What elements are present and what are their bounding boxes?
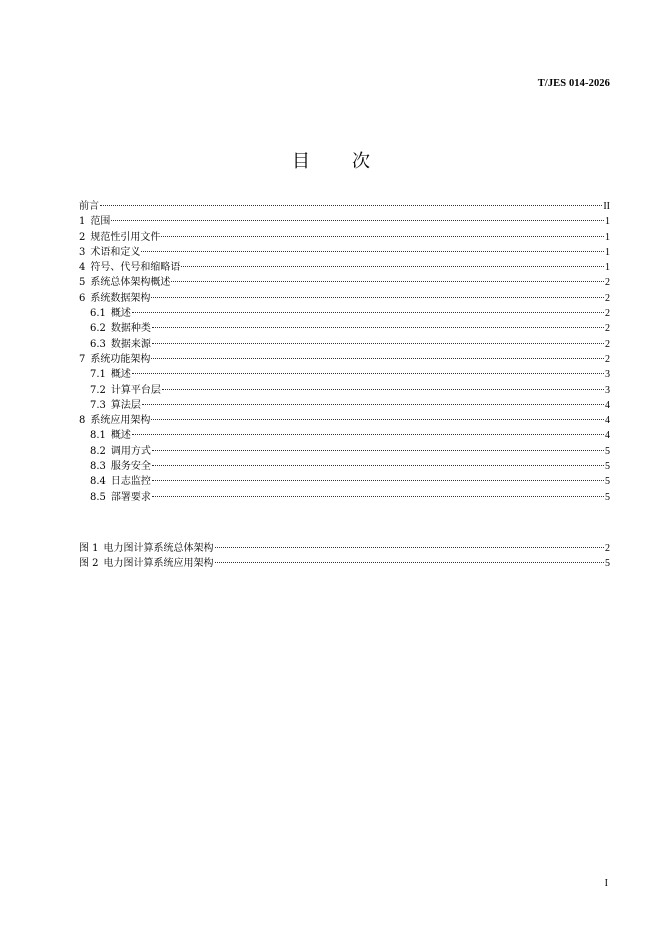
toc-entry-page: 5	[605, 445, 610, 457]
toc-entry-number: 5	[79, 277, 86, 289]
toc-entry-label	[79, 541, 214, 556]
document-code: T/JES 014-2026	[537, 78, 610, 89]
dot-leader	[152, 480, 604, 481]
toc-entry-page: 4	[605, 415, 610, 427]
toc-entry-number: 7.3	[90, 399, 106, 411]
toc-entry[interactable]	[79, 306, 610, 321]
toc-entry-label	[90, 474, 151, 489]
toc-entry-text: 系统总体架构概述	[90, 277, 171, 289]
toc-entry-number: 3	[79, 246, 86, 258]
toc-entry-page: 5	[605, 491, 610, 503]
toc-entry-page: 2	[605, 308, 610, 320]
toc-entry-number: 6.2	[90, 323, 106, 335]
toc-entry-text: 日志监控	[110, 476, 151, 488]
toc-entry-text: 算法层	[110, 399, 141, 411]
toc-entry-label	[79, 556, 214, 571]
toc-figure-list	[79, 541, 610, 572]
toc-entry[interactable]	[79, 428, 610, 443]
toc-entry-text: 符号、代号和缩略语	[90, 262, 181, 274]
toc-entry-number: 6.1	[90, 308, 106, 320]
toc-entry-text: 电力图计算系统应用架构	[103, 558, 214, 570]
dot-leader	[152, 496, 604, 497]
dot-leader	[162, 389, 604, 390]
toc-entry[interactable]	[79, 352, 610, 367]
toc-entry-page: 5	[605, 461, 610, 473]
toc-entry-number: 2	[79, 231, 86, 243]
toc-entry-number: 8.2	[90, 445, 106, 457]
dot-leader	[100, 205, 602, 206]
toc-entry-label	[90, 428, 131, 443]
toc-entry-text: 服务安全	[110, 461, 151, 473]
toc-entry-page: 4	[605, 399, 610, 411]
toc-entry-page: 2	[605, 543, 610, 554]
toc-entry-label	[79, 214, 110, 229]
toc-entry-label	[90, 337, 151, 352]
dot-leader	[152, 327, 604, 328]
toc-entry-text: 系统应用架构	[90, 415, 151, 427]
toc-entry-page: 1	[605, 262, 610, 274]
toc-entry[interactable]	[79, 444, 610, 459]
toc-entry-label	[90, 383, 161, 398]
toc-entry[interactable]	[79, 230, 610, 245]
toc-entry-page: II	[603, 201, 610, 212]
dot-leader	[141, 251, 604, 252]
toc-entry-label	[90, 444, 151, 459]
toc-entry[interactable]	[79, 321, 610, 336]
toc-entry-label	[79, 245, 140, 260]
dot-leader	[142, 404, 604, 405]
toc-entry[interactable]	[79, 367, 610, 382]
toc-entry-label	[79, 413, 150, 428]
toc-entry-label	[79, 199, 99, 214]
toc-entry-text: 数据种类	[110, 323, 151, 335]
toc-entry-page: 4	[605, 430, 610, 442]
toc-entry-label	[90, 321, 151, 336]
toc-entry-number: 8.3	[90, 461, 106, 473]
toc-entry-page: 2	[605, 353, 610, 365]
toc-entry-label	[79, 230, 160, 245]
toc-entry[interactable]	[79, 383, 610, 398]
dot-leader	[111, 220, 604, 221]
toc-entry-label	[90, 459, 151, 474]
page-number: I	[604, 878, 608, 889]
toc-entry-page: 2	[605, 277, 610, 289]
toc-entry-number: 7	[79, 353, 86, 365]
toc-entry[interactable]	[79, 413, 610, 428]
toc-entry-text: 计算平台层	[110, 384, 161, 396]
toc-entry-number: 图 1	[79, 543, 99, 554]
toc-entry-text: 概述	[110, 369, 131, 381]
toc-entry-page: 2	[605, 292, 610, 304]
toc-entry[interactable]	[79, 275, 610, 290]
toc-entry-page: 5	[605, 558, 610, 570]
toc-entry[interactable]	[79, 337, 610, 352]
toc-entry-text: 概述	[110, 430, 131, 442]
dot-leader	[215, 547, 604, 548]
toc-entry[interactable]	[79, 291, 610, 306]
toc-entry-number: 8.4	[90, 476, 106, 488]
toc-section-list	[79, 199, 610, 505]
toc-entry-text: 概述	[110, 308, 131, 320]
toc-entry[interactable]	[79, 214, 610, 229]
dot-leader	[152, 450, 604, 451]
toc-entry-label	[79, 260, 180, 275]
toc-entry[interactable]	[79, 490, 610, 505]
toc-entry[interactable]	[79, 199, 610, 214]
toc-entry-number: 7.1	[90, 369, 106, 381]
toc-entry-text: 范围	[90, 216, 111, 228]
toc-entry-page: 1	[605, 231, 610, 243]
toc-entry-number: 7.2	[90, 384, 106, 396]
toc-entry[interactable]	[79, 474, 610, 489]
toc-entry-label	[90, 398, 141, 413]
toc-entry-text: 规范性引用文件	[90, 231, 161, 243]
toc-entry-label	[79, 291, 150, 306]
dot-leader	[215, 562, 604, 563]
toc-title-part1: 目	[292, 151, 310, 172]
toc-entry-number: 4	[79, 262, 86, 274]
dot-leader	[152, 343, 604, 344]
toc-entry[interactable]	[79, 459, 610, 474]
toc-entry[interactable]	[79, 556, 610, 571]
dot-leader	[171, 281, 604, 282]
toc-entry[interactable]	[79, 541, 610, 556]
toc-entry-page: 3	[605, 384, 610, 396]
toc-entry-page: 2	[605, 338, 610, 350]
dot-leader	[152, 465, 604, 466]
dot-leader	[161, 236, 604, 237]
dot-leader	[132, 373, 604, 374]
toc-entry-label	[79, 275, 170, 290]
toc-entry-text: 调用方式	[110, 445, 151, 457]
toc-entry-number: 8	[79, 415, 86, 427]
toc-title	[0, 147, 662, 173]
toc-entry-page: 3	[605, 369, 610, 381]
toc-entry-label	[90, 306, 131, 321]
toc-entry-page: 1	[605, 216, 610, 228]
dot-leader	[151, 358, 604, 359]
toc-entry-label	[90, 367, 131, 382]
toc-entry-number: 6	[79, 292, 86, 304]
toc-entry-number: 8.5	[90, 491, 106, 503]
toc-entry-text: 数据来源	[110, 338, 151, 350]
toc-entry-page: 2	[605, 323, 610, 335]
dot-leader	[181, 266, 604, 267]
toc-title-part2: 次	[352, 151, 370, 172]
dot-leader	[151, 419, 604, 420]
toc-entry[interactable]	[79, 245, 610, 260]
toc-entry-number: 8.1	[90, 430, 106, 442]
toc-entry-text: 电力图计算系统总体架构	[103, 543, 214, 554]
toc-entry-number: 6.3	[90, 338, 106, 350]
toc-entry-label	[90, 490, 151, 505]
toc-entry-page: 5	[605, 476, 610, 488]
toc-entry-text: 系统数据架构	[90, 292, 151, 304]
toc-entry-page: 1	[605, 246, 610, 258]
toc-entry[interactable]	[79, 398, 610, 413]
dot-leader	[132, 434, 604, 435]
toc-entry-number: 图 2	[79, 558, 99, 570]
toc-entry-text: 部署要求	[110, 491, 151, 503]
toc-entry-label	[79, 352, 150, 367]
toc-entry[interactable]	[79, 260, 610, 275]
toc-entry-text: 前言	[79, 201, 99, 212]
toc-entry-text: 术语和定义	[90, 246, 141, 258]
dot-leader	[151, 297, 604, 298]
toc-entry-text: 系统功能架构	[90, 353, 151, 365]
toc-entry-number: 1	[79, 216, 86, 228]
dot-leader	[132, 312, 604, 313]
